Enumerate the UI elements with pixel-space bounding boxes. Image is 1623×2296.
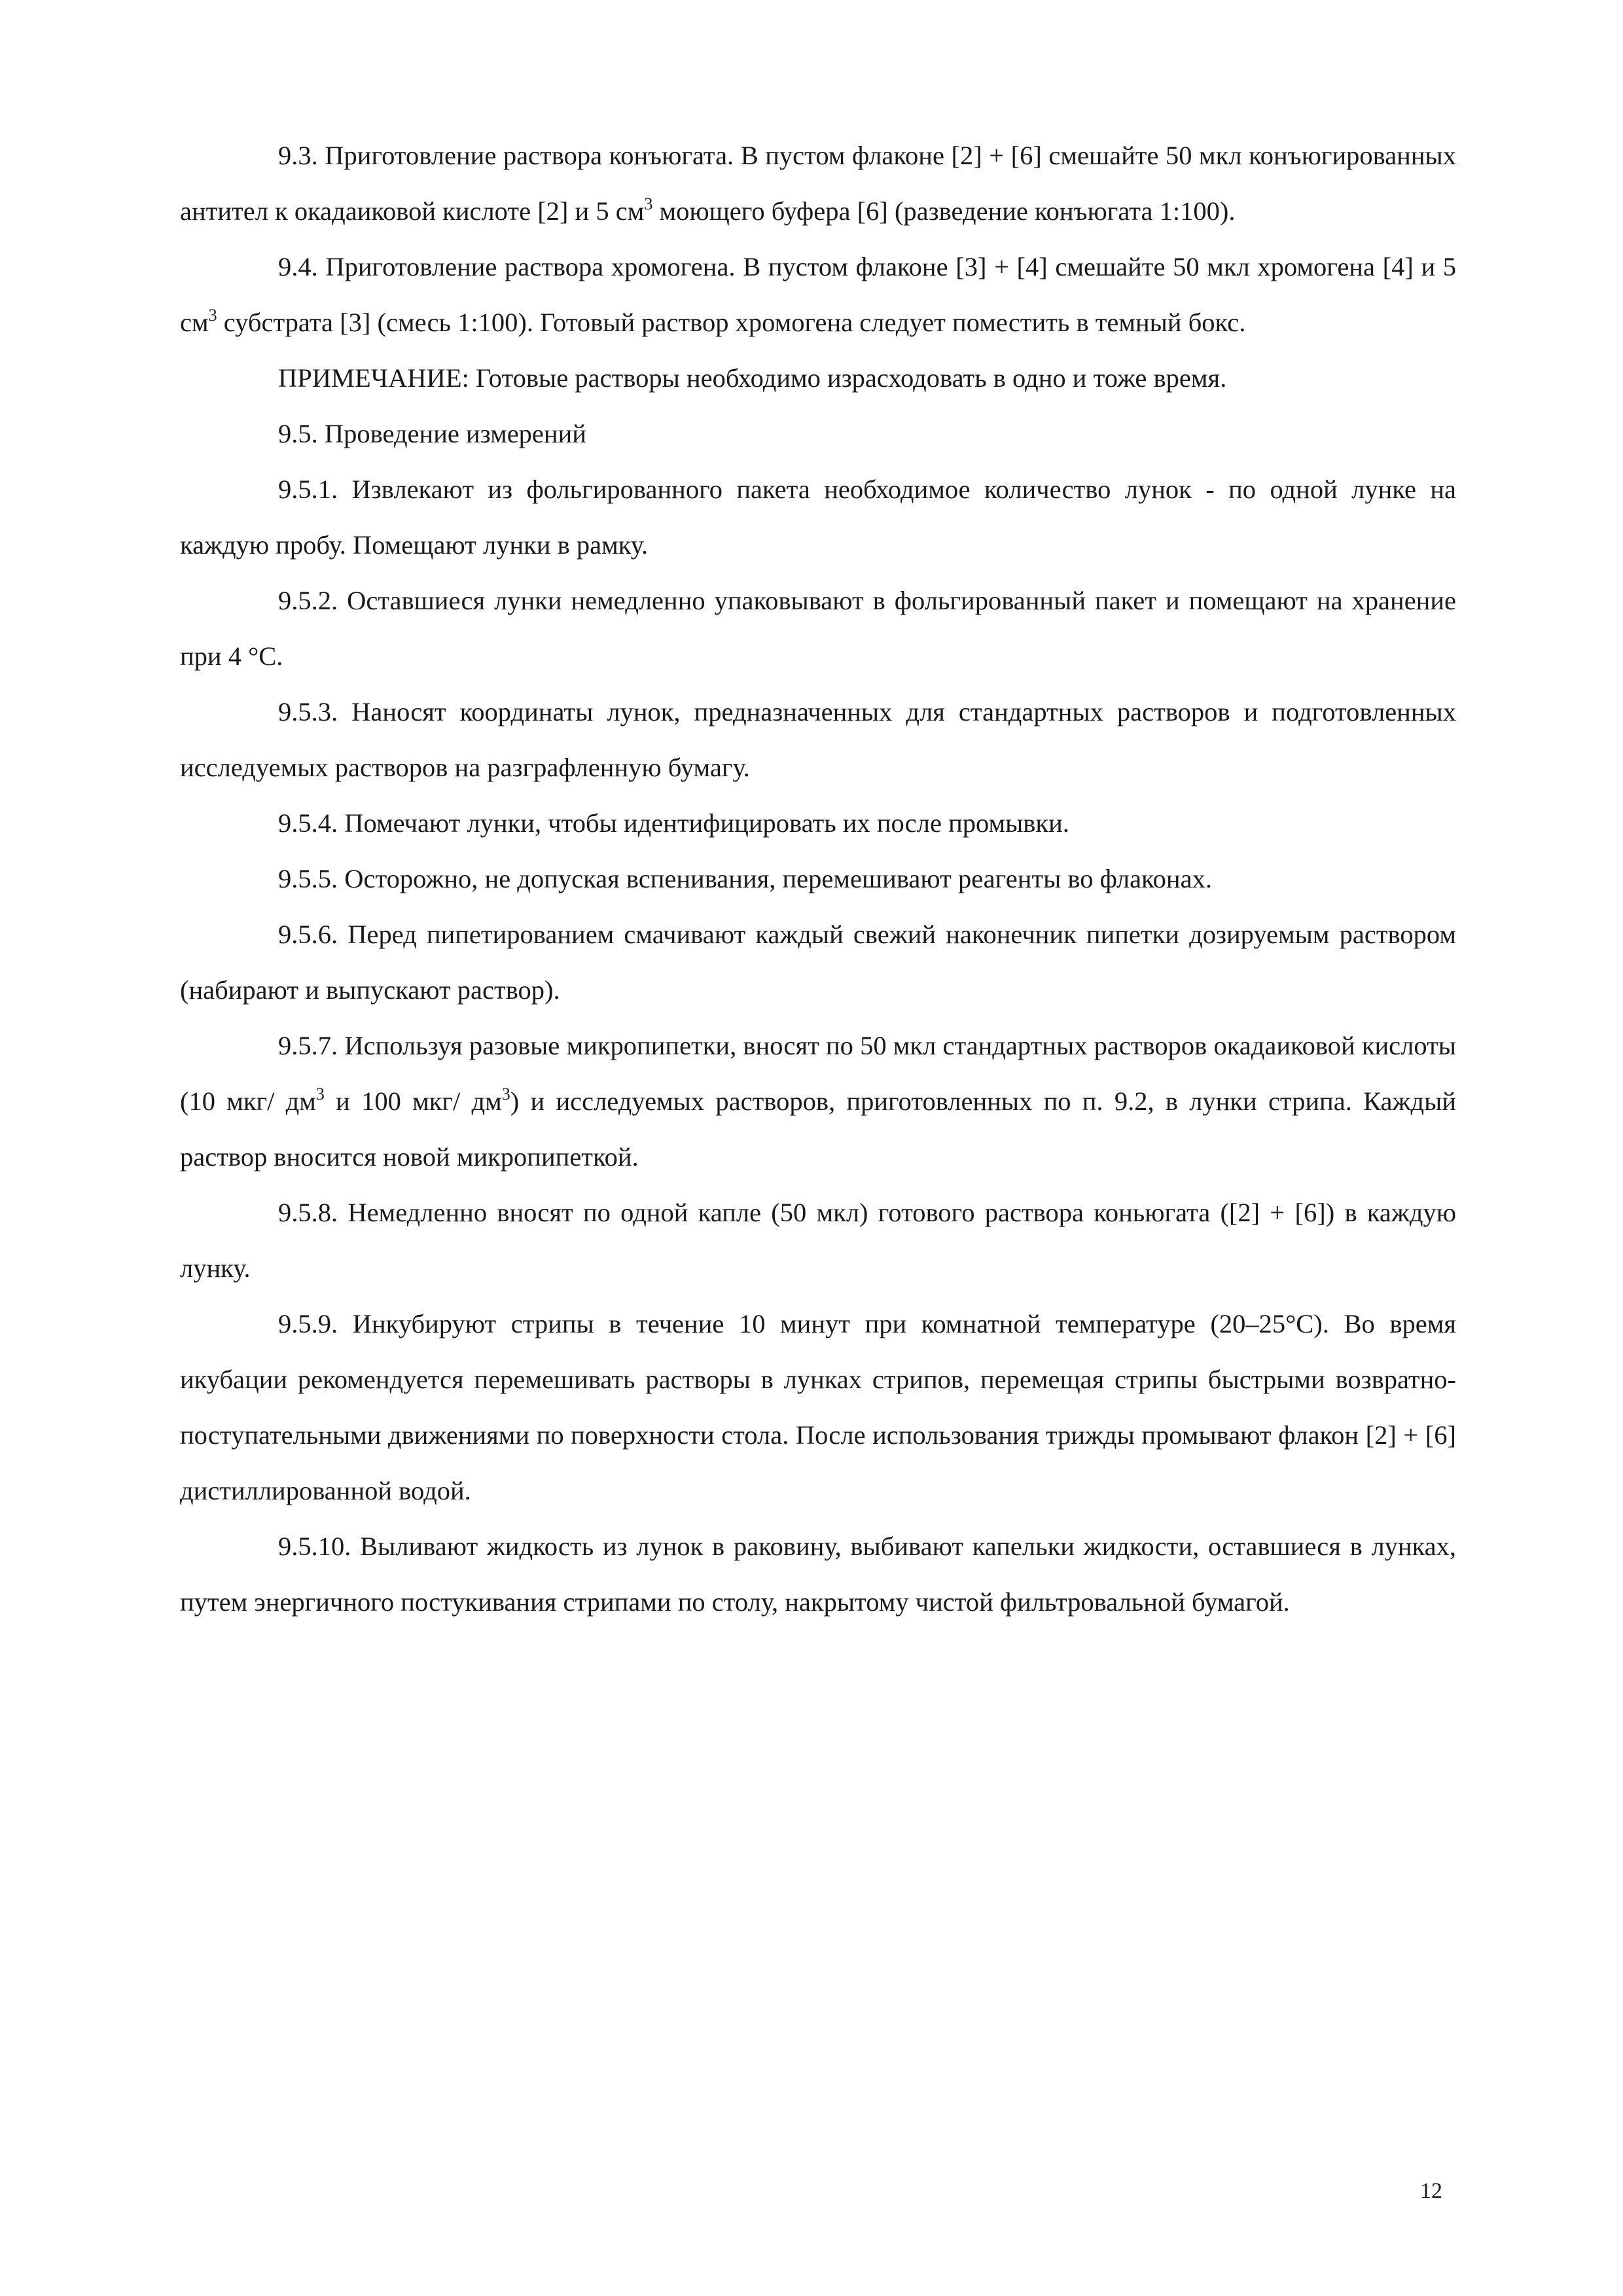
paragraph-9-5-9: 9.5.9. Инкубируют стрипы в течение 10 минут при комнатной температуре (20–25°С). Во время икубации рекомендуется перемешивать растворы в лунках стрипов, перемещая стрипы быстрыми возвратно-поступательными движениями по поверхности стола. После использования трижды промывают флакон [2] + [6] дистиллированной водой. (180, 1309, 1456, 1505)
paragraph-9-5-10: 9.5.10. Выливают жидкость из лунок в раковину, выбивают капельки жидкости, оставшиеся в лунках, путем энергичного постукивания стрипами по столу, накрытому чистой фильтровальной бумагой. (180, 1532, 1456, 1617)
page-number: 12 (1420, 2179, 1442, 2203)
note-paragraph: ПРИМЕЧАНИЕ: Готовые растворы необходимо израсходовать в одно и тоже время. (278, 363, 1227, 393)
section-heading-9-5: 9.5. Проведение измерений (278, 419, 586, 448)
paragraph-9-5-2: 9.5.2. Оставшиеся лунки немедленно упаковывают в фольгированный пакет и помещают на хранение при 4 °С. (180, 586, 1456, 671)
paragraph-9-4: 9.4. Приготовление раствора хромогена. В пустом флаконе [3] + [4] смешайте 50 мкл хромогена [4] и 5 $см^3$ субстрата [3] (смесь 1:100). Готовый раствор хромогена следует поместить в темный бокс. (180, 252, 1456, 337)
paragraph-9-5-4: 9.5.4. Помечают лунки, чтобы идентифицировать их после промывки. (278, 808, 1069, 838)
superscript: 3 (315, 1085, 325, 1103)
superscript: 3 (208, 306, 217, 325)
superscript: 3 (501, 1085, 510, 1103)
paragraph-9-3: 9.3. Приготовление раствора конъюгата. В пустом флаконе [2] + [6] смешайте 50 мкл конъюгированных антител к окадаиковой кислоте [2] и 5 $см^3$ моющего буфера [6] (разведение конъюгата 1:100). (180, 141, 1456, 226)
paragraph-9-5-6: 9.5.6. Перед пипетированием смачивают каждый свежий наконечник пипетки дозируемым раствором (набирают и выпускают раствор). (180, 920, 1456, 1005)
superscript: 3 (644, 194, 653, 213)
document-body (180, 128, 1456, 1630)
paragraph-9-5-5: 9.5.5. Осторожно, не допуская вспенивания, перемешивают реагенты во флаконах. (278, 864, 1212, 893)
paragraph-9-5-8: 9.5.8. Немедленно вносят по одной капле (50 мкл) готового раствора коньюгата ([2] + [6]) в каждую лунку. (180, 1198, 1456, 1283)
paragraph-9-5-7: 9.5.7. Используя разовые микропипетки, вносят по 50 мкл стандартных растворов окадаиковой кислоты (10 мкг/ $дм^3$ и 100 мкг/ $дм^3$) и исследуемых растворов, приготовленных по п. 9.2, в лунки стрипа. Каждый раствор вносится новой микропипеткой. (180, 1031, 1457, 1172)
paragraph-9-5-3: 9.5.3. Наносят координаты лунок, предназначенных для стандартных растворов и подготовленных исследуемых растворов на разграфленную бумагу. (180, 697, 1456, 782)
paragraph-9-5-1: 9.5.1. Извлекают из фольгированного пакета необходимое количество лунок - по одной лунке на каждую пробу. Помещают лунки в рамку. (180, 475, 1456, 560)
